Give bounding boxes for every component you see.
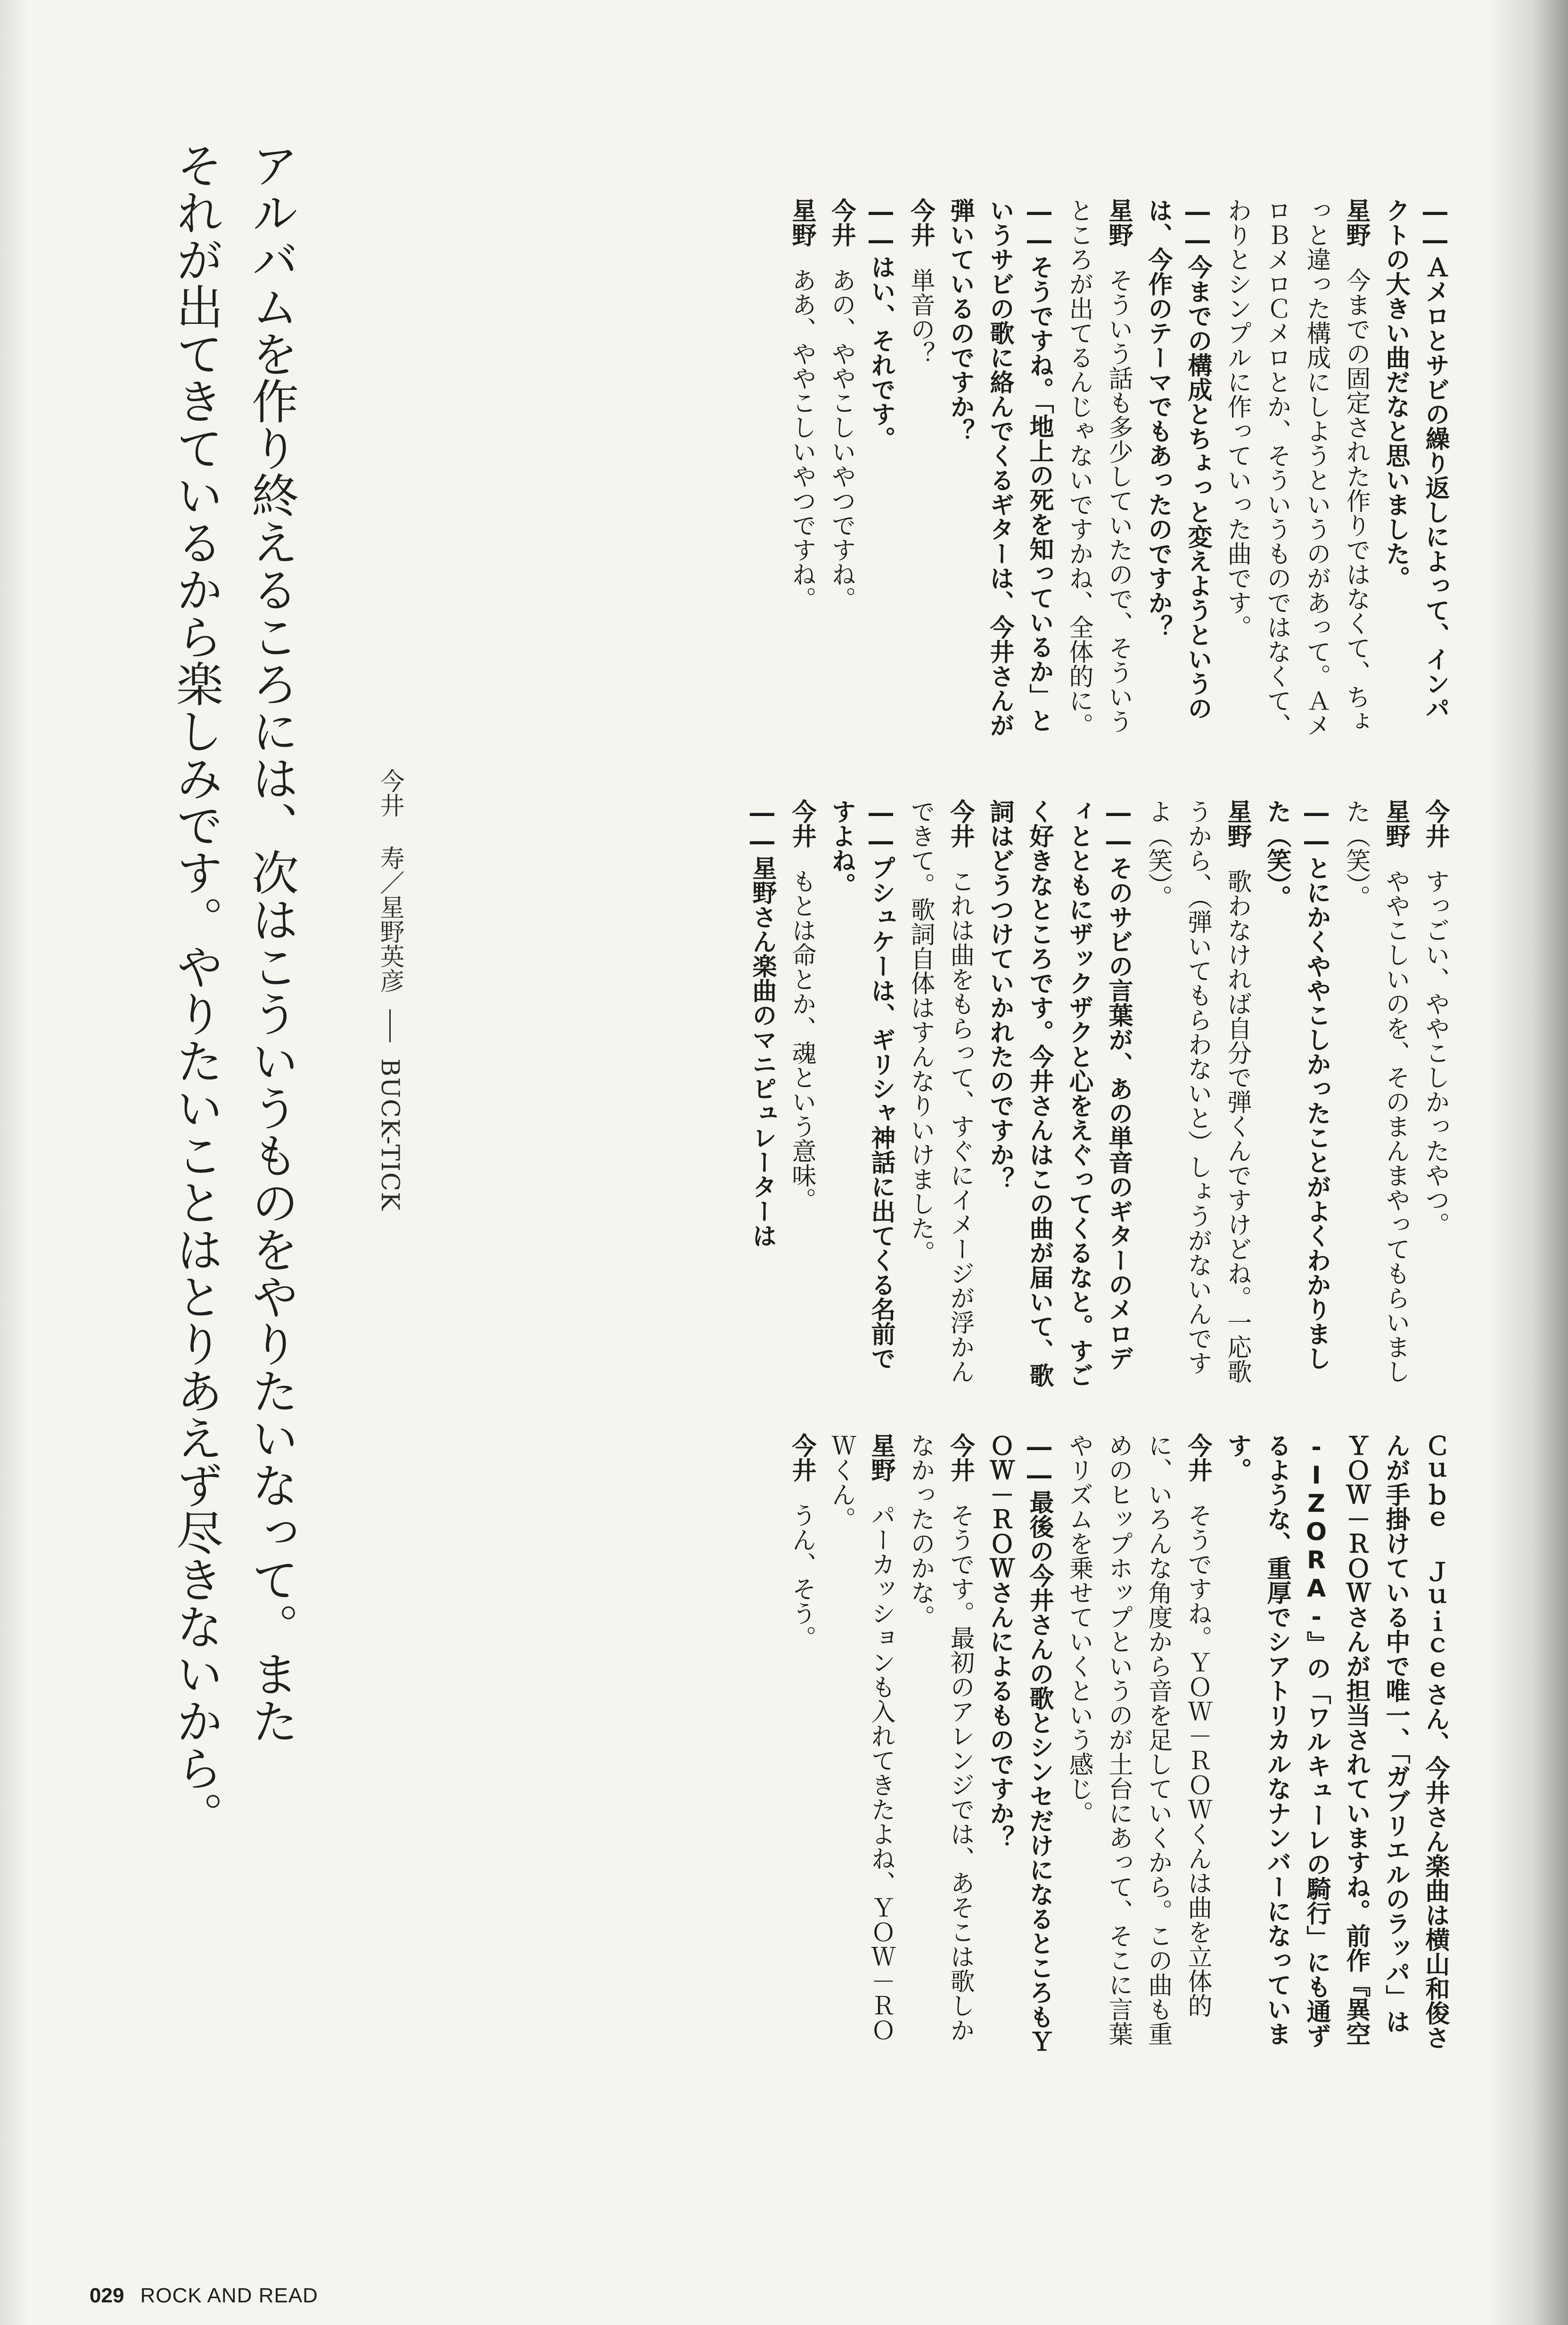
magazine-name: ROCK AND READ bbox=[140, 2284, 318, 2307]
utterance-text: ――はい、それです。 bbox=[867, 198, 895, 451]
interview-answer bbox=[1138, 799, 1257, 1388]
interview-question bbox=[1376, 198, 1455, 740]
utterance-text: これは曲をもらって、すぐにイメージが浮かんできて。歌詞自体はすんなりいけました。 bbox=[906, 799, 974, 1384]
utterance-text: ――プシュケーは、ギリシャ神話に出てくる名前ですよね。 bbox=[827, 799, 895, 1370]
utterance-text: ――そうですね。「地上の死を知っているか」というサビの歌に絡んでくるギターは、今井さんが弾いているのですか？ bbox=[946, 198, 1053, 737]
spine-shadow bbox=[1488, 0, 1568, 2325]
interview-question bbox=[940, 198, 1059, 740]
interview-question bbox=[1217, 1433, 1455, 2055]
utterance-text: そういう話も多少していたので、そういうところが出てるんじゃないですかね、全体的に。 bbox=[1065, 198, 1133, 737]
utterance-text: 今までの固定された作りではなくて、ちょっと違った構成にしようというのがあって。ＡメロＢメロＣメロとか、そういうものではなくて、わりとシンプルに作っていった曲です。 bbox=[1223, 198, 1370, 737]
interview-tier-top bbox=[782, 198, 1455, 740]
utterance-text: 歌わなければ自分で弾くんですけどね。一応歌うから、（弾いてもらわないと）しょうがないんですよ（笑）。 bbox=[1144, 799, 1251, 1384]
interview-tier-bottom bbox=[782, 1433, 1455, 2055]
speaker-name: 星野 bbox=[788, 198, 816, 247]
utterance-text: ややこしいのを、そのまんまやってもらいました（笑）。 bbox=[1342, 799, 1410, 1384]
page-footer bbox=[90, 2284, 318, 2308]
utterance-text: Ｃｕｂｅ Ｊｕｉｃｅさん、今井さん楽曲は横山和俊さんが手掛けている中で唯一、「ガブリエルのラッパ」はＹＯＷ－ＲＯＷさんが担当されていますね。前作『異空 -IZORA-』の「ワルキューレの騎行」にも通ずるような、重厚でシアトリカルなナンバーになっています。 bbox=[1223, 1433, 1449, 2050]
interview-answer bbox=[782, 799, 821, 1388]
credit-names: 今井 寿／星野英彦 bbox=[376, 768, 404, 993]
utterance-text: ――Ａメロとサビの繰り返しによって、インパクトの大きい曲だなと思いました。 bbox=[1381, 198, 1449, 720]
speaker-name: 今井 bbox=[827, 198, 855, 247]
speaker-name: 星野 bbox=[867, 1433, 895, 1482]
utterance-text: そうです。最初のアレンジでは、あそこは歌しかなかったのかな。 bbox=[906, 1433, 974, 2042]
artist-credit bbox=[372, 768, 408, 1212]
speaker-name: 星野 bbox=[1342, 198, 1370, 247]
interview-answer bbox=[821, 1433, 901, 2055]
interview-question bbox=[1257, 799, 1336, 1388]
speaker-name: 星野 bbox=[1381, 799, 1410, 848]
utterance-text: 単音の？ bbox=[906, 268, 935, 366]
interview-answer bbox=[782, 198, 821, 740]
interview-question bbox=[861, 198, 901, 740]
utterance-text: すっごい、ややこしかったやつ。 bbox=[1421, 869, 1449, 1237]
page-number: 029 bbox=[90, 2284, 124, 2307]
interview-question bbox=[980, 799, 1138, 1388]
utterance-text: ――星野さん楽曲のマニピュレーターは bbox=[748, 799, 776, 1248]
interview-question bbox=[980, 1433, 1059, 2055]
credit-divider bbox=[389, 1009, 391, 1042]
speaker-name: 今井 bbox=[1421, 799, 1449, 848]
interview-question bbox=[742, 799, 782, 1388]
speaker-name: 今井 bbox=[906, 198, 935, 247]
interview-tier-middle bbox=[742, 799, 1455, 1388]
interview-answer bbox=[901, 799, 980, 1388]
interview-answer bbox=[1059, 198, 1138, 740]
utterance-text: ――今までの構成とちょっと変えようというのは、今作のテーマでもあったのですか？ bbox=[1144, 198, 1212, 720]
utterance-text: ――最後の今井さんの歌とシンセだけになるところもＹＯＷ－ＲＯＷさんによるものですか？ bbox=[985, 1433, 1053, 2053]
interview-question bbox=[1138, 198, 1217, 740]
utterance-text: ――とにかくややこしかったことがよくわかりました（笑）。 bbox=[1263, 799, 1330, 1370]
speaker-name: 今井 bbox=[788, 799, 816, 848]
utterance-text: あの、ややこしいやつですね。 bbox=[827, 268, 855, 611]
speaker-name: 今井 bbox=[946, 1433, 974, 1482]
utterance-text: そうですね。ＹＯＷ－ＲＯＷくんは曲を立体的に、いろんな角度から音を足していくから。この曲も重めのヒップホップというのが土台にあって、そこに言葉やリズムを乗せていくという感じ。 bbox=[1065, 1433, 1212, 2046]
pull-quote bbox=[158, 141, 309, 2051]
utterance-text: ――そのサビの言葉が、あの単音のギターのメロディとともにザックザクと心をえぐってくるなと。すごく好きなところです。今井さんはこの曲が届いて、歌詞はどうつけていかれたのですか？ bbox=[985, 799, 1133, 1387]
pull-quote-line-2: それが出てきているから楽しみです。やりたいことはとりあえず尽きないから。 bbox=[168, 141, 223, 1839]
interview-answer bbox=[1415, 799, 1455, 1388]
speaker-name: 星野 bbox=[1223, 799, 1251, 848]
interview-question bbox=[821, 799, 901, 1388]
interview-answer bbox=[1336, 799, 1415, 1388]
credit-band: BUCK-TICK bbox=[376, 1058, 404, 1212]
interview-answer bbox=[1217, 198, 1376, 740]
interview-answer bbox=[1059, 1433, 1217, 2055]
speaker-name: 星野 bbox=[1104, 198, 1133, 247]
page-edge-shadow bbox=[0, 0, 28, 2325]
speaker-name: 今井 bbox=[946, 799, 974, 848]
speaker-name: 今井 bbox=[788, 1433, 816, 1482]
utterance-text: ああ、ややこしいやつですね。 bbox=[788, 268, 816, 611]
utterance-text: うん、そう。 bbox=[788, 1503, 816, 1650]
interview-answer bbox=[901, 1433, 980, 2055]
speaker-name: 今井 bbox=[1183, 1433, 1212, 1482]
utterance-text: もとは命とか、魂という意味。 bbox=[788, 869, 816, 1212]
interview-answer bbox=[901, 198, 940, 740]
interview-answer bbox=[821, 198, 861, 740]
utterance-text: パーカッションも入れてきたよね、ＹＯＷ－ＲＯＷくん。 bbox=[827, 1433, 895, 2042]
pull-quote-line-1: アルバムを作り終えるころには、次はこういうものをやりたいなって。また bbox=[244, 141, 299, 1744]
interview-answer bbox=[782, 1433, 821, 2055]
